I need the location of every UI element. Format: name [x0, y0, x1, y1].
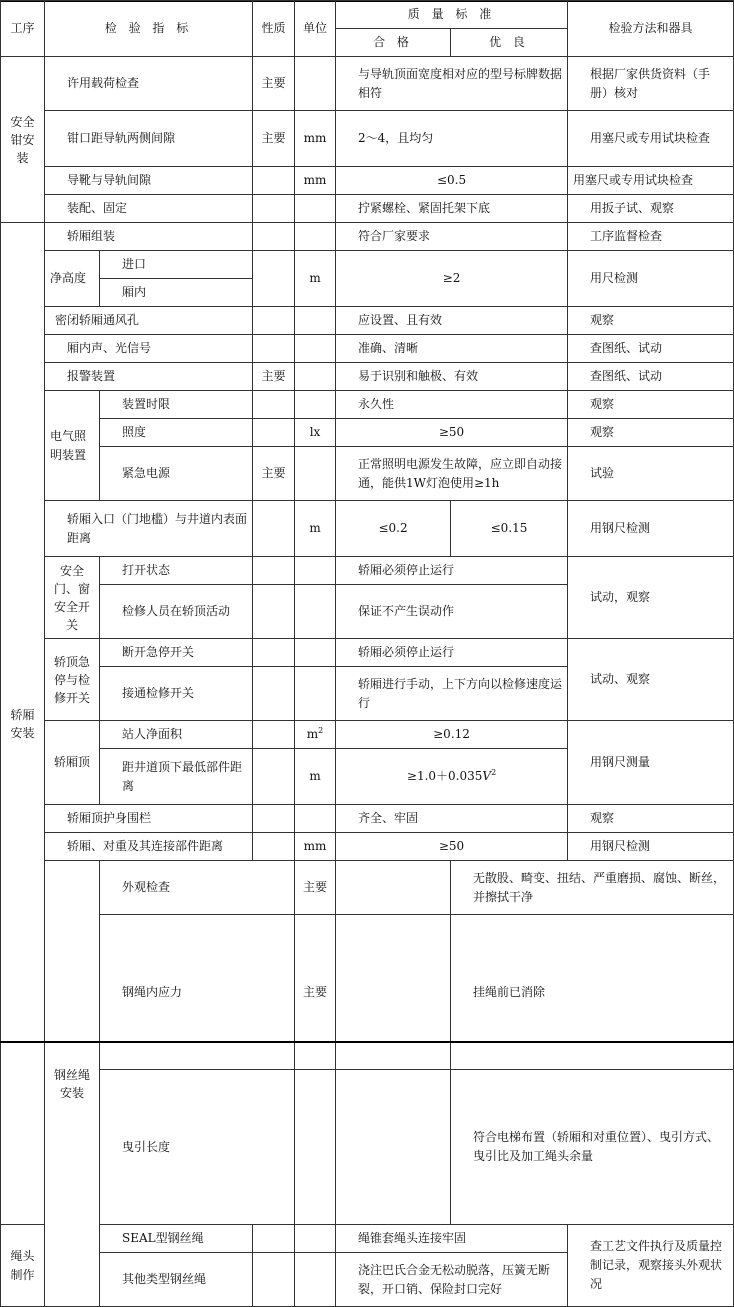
table-row [1, 223, 734, 251]
header-standard: 质 量 标 准 [336, 1, 568, 29]
nature-cell [253, 721, 295, 749]
method-cell: 工序监督检查 [568, 223, 734, 251]
standard-cell [336, 749, 568, 805]
item-label: 紧急电源 [100, 447, 253, 501]
nature-cell [253, 1253, 295, 1307]
nature-cell [253, 557, 295, 585]
item-label: 站人净面积 [100, 721, 253, 749]
table-row [1, 639, 734, 667]
nature-cell [253, 585, 295, 639]
item-label: 钳口距导轨两侧间隙 [45, 111, 253, 167]
item-label: 轿厢组装 [45, 223, 253, 251]
item-label: 装配、固定 [45, 195, 253, 223]
item-label: 检修人员在轿顶活动 [100, 585, 253, 639]
table-row [1, 363, 734, 391]
item-label: 钢绳内应力 [100, 915, 295, 1070]
standard-cell: 无散股、畸变、扭结、严重磨损、腐蚀、断丝，并擦拭干净 [451, 861, 734, 915]
table-row [1, 501, 734, 557]
subgroup-label: 净高度 [45, 251, 100, 307]
nature-cell: 主要 [253, 447, 295, 501]
unit-cell [295, 721, 336, 749]
item-label: 接通检修开关 [100, 667, 253, 721]
nature-cell [253, 805, 295, 833]
unit-cell [295, 391, 336, 419]
unit-cell [336, 915, 451, 1070]
table-row [1, 1225, 734, 1253]
method-cell: 试动，观察 [568, 557, 734, 639]
standard-cell: 准确、清晰 [336, 335, 568, 363]
table-row [1, 861, 734, 915]
header-method: 检验方法和器具 [568, 1, 734, 57]
item-label: 进口 [100, 251, 253, 279]
method-cell: 观察 [568, 307, 734, 335]
item-label: 照度 [100, 419, 253, 447]
group-safety-gear: 安全钳安装 [1, 57, 45, 223]
method-cell: 查图纸、试动 [568, 363, 734, 391]
table-row [1, 335, 734, 363]
unit-cell [295, 1225, 336, 1253]
item-label: 轿厢入口（门地槛）与井道内表面距离 [45, 501, 253, 557]
table-row [1, 1070, 734, 1225]
item-label: 打开状态 [100, 557, 253, 585]
item-label: 装置时限 [100, 391, 253, 419]
header-process: 工序 [1, 1, 45, 57]
standard-cell: 拧紧螺栓、紧固托架下底 [336, 195, 568, 223]
subgroup-label: 电气照明装置 [45, 391, 100, 501]
unit-cell: mm [295, 833, 336, 861]
nature-cell [253, 391, 295, 419]
method-cell: 试动、观察 [568, 639, 734, 721]
nature-cell [253, 667, 295, 721]
standard-cell: 浇注巴氏合金无松动脱落，压簧无断裂，开口销、保险封口完好 [336, 1253, 568, 1307]
nature-cell [253, 501, 295, 557]
nature-cell [295, 1070, 336, 1225]
unit-cell [295, 195, 336, 223]
speed-variable: V [482, 769, 492, 783]
method-cell: 观察 [568, 391, 734, 419]
standard-cell: 2～4，且均匀 [336, 111, 568, 167]
item-label: 曳引长度 [100, 1070, 295, 1225]
standard-cell: 挂绳前已消除 [451, 915, 734, 1070]
nature-cell [253, 639, 295, 667]
standard-cell: 应设置、且有效 [336, 307, 568, 335]
unit-base: m [306, 727, 319, 741]
table-row [1, 805, 734, 833]
nature-cell: 主要 [253, 57, 295, 111]
standard-cell: ≥50 [336, 833, 568, 861]
standard-qualified-cell: ≤0.2 [336, 501, 451, 557]
table-row [1, 557, 734, 585]
item-label: 外观检查 [100, 861, 295, 915]
header-unit: 单位 [295, 1, 336, 57]
method-cell: 观察 [568, 419, 734, 447]
standard-cell: 齐全、牢固 [336, 805, 568, 833]
subgroup-label: 轿顶急停与检修开关 [45, 639, 100, 721]
standard-cell: ≥50 [336, 419, 568, 447]
nature-cell: 主要 [253, 111, 295, 167]
table-row [1, 57, 734, 111]
item-label: 厢内声、光信号 [45, 335, 253, 363]
unit-cell [295, 335, 336, 363]
standard-cell: 保证不产生误动作 [336, 585, 568, 639]
unit-cell [295, 363, 336, 391]
header-nature: 性质 [253, 1, 295, 57]
unit-cell: m [295, 501, 336, 557]
header-qualified: 合 格 [336, 29, 451, 57]
header-indicator: 检 验 指 标 [45, 1, 253, 57]
item-label: 报警装置 [45, 363, 253, 391]
table-row [1, 419, 734, 447]
unit-cell [295, 57, 336, 111]
item-label: 导靴与导轨间隙 [45, 167, 253, 195]
unit-cell: lx [295, 419, 336, 447]
method-cell: 用钢尺测量 [568, 721, 734, 805]
header-row [1, 1, 734, 29]
subgroup-label: 绳头制作 [1, 1225, 45, 1307]
nature-cell [253, 167, 295, 195]
item-label: 轿厢、对重及其连接部件距离 [45, 833, 253, 861]
standard-cell: 正常照明电源发生故障，应立即自动接通，能供1W灯泡使用≥1h [336, 447, 568, 501]
method-cell: 用钢尺检测 [568, 501, 734, 557]
unit-cell [295, 585, 336, 639]
table-row [1, 721, 734, 749]
unit-cell [295, 805, 336, 833]
item-label: 断开急停开关 [100, 639, 253, 667]
unit-cell [336, 1070, 451, 1225]
nature-cell: 主要 [295, 915, 336, 1070]
standard-cell: 轿厢进行手动，上下方向以检修速度运行 [336, 667, 568, 721]
standard-cell: 轿厢必须停止运行 [336, 639, 568, 667]
method-cell: 根据厂家供货资料（手册）核对 [568, 57, 734, 111]
nature-cell [253, 1225, 295, 1253]
standard-cell: 符合厂家要求 [336, 223, 568, 251]
nature-cell [253, 223, 295, 251]
unit-cell [336, 861, 451, 915]
item-label: SEAL型钢丝绳 [100, 1225, 253, 1253]
subgroup-label: 安全门、窗安全开关 [45, 557, 100, 639]
formula-exponent: 2 [491, 768, 497, 777]
unit-exponent: 2 [318, 726, 324, 735]
table-row [1, 447, 734, 501]
item-label: 许用载荷检查 [45, 57, 253, 111]
group-car: 轿厢安装 [1, 223, 45, 1225]
unit-cell: mm [295, 111, 336, 167]
standard-cell: 符合电梯布置（轿厢和对重位置）、曳引方式、曳引比及加工绳头余量 [451, 1070, 734, 1225]
nature-cell [253, 833, 295, 861]
item-label: 厢内 [100, 279, 253, 307]
standard-cell: ≥0.12 [336, 721, 568, 749]
method-cell: 用尺检测 [568, 251, 734, 307]
standard-cell: 轿厢必须停止运行 [336, 557, 568, 585]
nature-cell [253, 307, 295, 335]
standard-cell: 与导轨顶面宽度相对应的型号标牌数据相符 [336, 57, 568, 111]
table-row [1, 251, 734, 279]
nature-cell [253, 419, 295, 447]
unit-cell [295, 223, 336, 251]
unit-cell [295, 557, 336, 585]
unit-cell [295, 447, 336, 501]
unit-cell [295, 307, 336, 335]
table-row [1, 391, 734, 419]
unit-cell: m [295, 251, 336, 307]
nature-cell: 主要 [253, 363, 295, 391]
table-row [1, 833, 734, 861]
table-row [1, 307, 734, 335]
nature-cell: 主要 [295, 861, 336, 915]
method-cell: 查图纸、试动 [568, 335, 734, 363]
method-cell: 用扳子试、观察 [568, 195, 734, 223]
group-rope: 钢丝绳安装 [45, 861, 100, 1307]
method-cell: 试验 [568, 447, 734, 501]
standard-cell: 绳锥套绳头连接牢固 [336, 1225, 568, 1253]
header-excellent: 优 良 [451, 29, 568, 57]
unit-cell: m [295, 749, 336, 805]
standard-cell: ≥2 [336, 251, 568, 307]
nature-cell [253, 749, 295, 805]
table-row [1, 915, 734, 1070]
nature-cell [253, 195, 295, 223]
method-cell: 用塞尺或专用试块检查 [568, 167, 734, 195]
item-label: 其他类型钢丝绳 [100, 1253, 253, 1307]
table-row [1, 167, 734, 195]
item-label: 密闭轿厢通风孔 [45, 307, 253, 335]
unit-cell [295, 639, 336, 667]
unit-cell [295, 1253, 336, 1307]
table-row [1, 195, 734, 223]
standard-formula: ≥1.0＋0.035 [406, 769, 483, 783]
table-row [1, 111, 734, 167]
subgroup-label: 轿厢顶 [45, 721, 100, 805]
method-cell: 查工艺文件执行及质量控制记录，观察接头外观状况 [568, 1225, 734, 1307]
nature-cell [253, 251, 295, 307]
method-cell: 观察 [568, 805, 734, 833]
nature-cell [253, 335, 295, 363]
method-cell: 用塞尺或专用试块检查 [568, 111, 734, 167]
standard-cell: 易于识别和触极、有效 [336, 363, 568, 391]
standard-excellent-cell: ≤0.15 [451, 501, 568, 557]
standard-cell: 永久性 [336, 391, 568, 419]
unit-cell [295, 667, 336, 721]
item-label: 轿厢顶护身围栏 [45, 805, 253, 833]
item-label: 距井道顶下最低部件距离 [100, 749, 253, 805]
standard-cell: ≤0.5 [336, 167, 568, 195]
method-cell: 用钢尺检测 [568, 833, 734, 861]
unit-cell: mm [295, 167, 336, 195]
